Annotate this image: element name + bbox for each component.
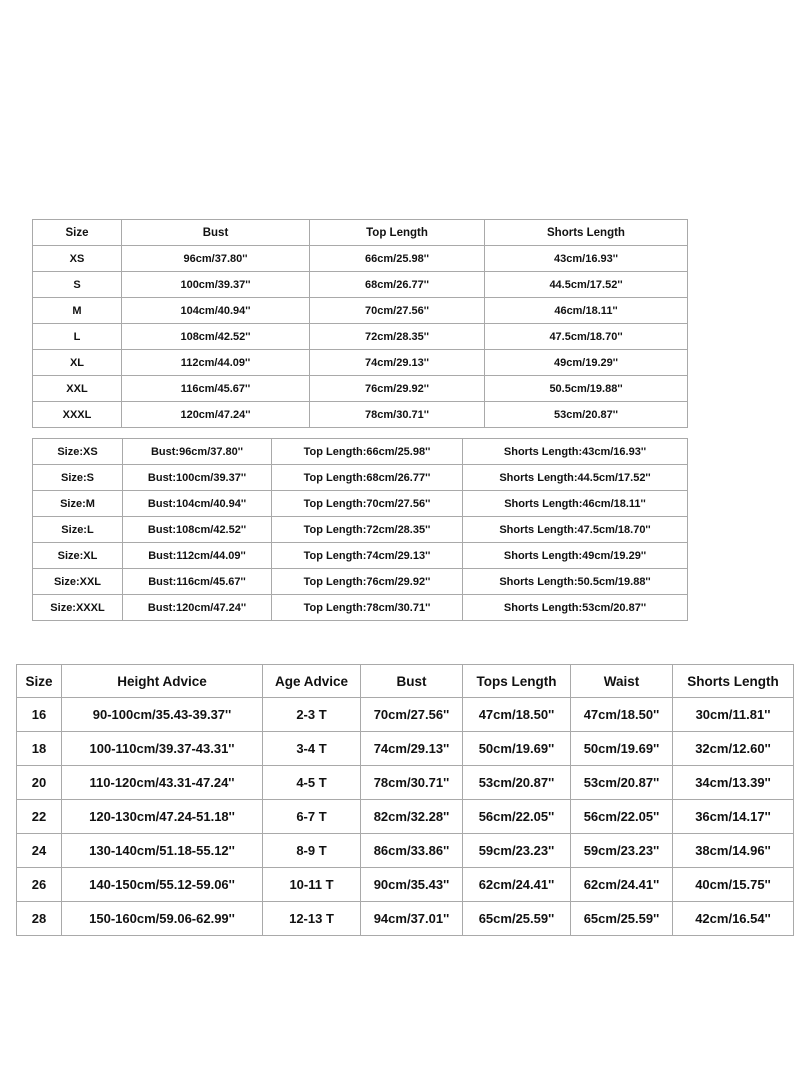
table-row	[33, 465, 688, 491]
table-cell: 28	[17, 902, 62, 936]
table-cell: 10-11 T	[263, 868, 361, 902]
table-row	[33, 324, 688, 350]
table-cell: 42cm/16.54''	[673, 902, 794, 936]
table-cell: 50cm/19.69''	[571, 732, 673, 766]
table-cell: 68cm/26.77''	[310, 272, 485, 298]
size-chart-table-2	[32, 438, 688, 621]
table-cell: 70cm/27.56''	[310, 298, 485, 324]
table-cell: 86cm/33.86''	[361, 834, 463, 868]
table-cell: Bust:108cm/42.52''	[123, 517, 272, 543]
table-cell: 8-9 T	[263, 834, 361, 868]
size-chart-table-1	[32, 219, 688, 428]
table-cell: Top Length:78cm/30.71''	[272, 595, 463, 621]
table-cell: M	[33, 298, 122, 324]
table-cell: 100cm/39.37''	[122, 272, 310, 298]
table-cell: Top Length:76cm/29.92''	[272, 569, 463, 595]
table-cell: Top Length:66cm/25.98''	[272, 439, 463, 465]
table-cell: Top Length:68cm/26.77''	[272, 465, 463, 491]
table-row	[33, 595, 688, 621]
table-cell: Size:M	[33, 491, 123, 517]
table-row	[33, 402, 688, 428]
table-cell: Shorts Length:43cm/16.93''	[463, 439, 688, 465]
table-cell: 56cm/22.05''	[571, 800, 673, 834]
table-cell: 53cm/20.87''	[485, 402, 688, 428]
table-cell: 112cm/44.09''	[122, 350, 310, 376]
table-cell: 56cm/22.05''	[463, 800, 571, 834]
table-cell: 26	[17, 868, 62, 902]
table-cell: 50.5cm/19.88''	[485, 376, 688, 402]
table-cell: 62cm/24.41''	[463, 868, 571, 902]
table-row	[33, 517, 688, 543]
table-row	[17, 834, 794, 868]
table-cell: 16	[17, 698, 62, 732]
table-cell: 47.5cm/18.70''	[485, 324, 688, 350]
table-row	[33, 350, 688, 376]
table-row	[17, 902, 794, 936]
table-cell: 20	[17, 766, 62, 800]
table-cell: 74cm/29.13''	[361, 732, 463, 766]
table-cell: 82cm/32.28''	[361, 800, 463, 834]
header-cell: Shorts Length	[485, 220, 688, 246]
table-cell: XS	[33, 246, 122, 272]
table-cell: 100-110cm/39.37-43.31''	[62, 732, 263, 766]
table-cell: 90-100cm/35.43-39.37''	[62, 698, 263, 732]
table-cell: 6-7 T	[263, 800, 361, 834]
header-cell: Bust	[361, 665, 463, 698]
table-cell: XXXL	[33, 402, 122, 428]
header-cell: Age Advice	[263, 665, 361, 698]
table-cell: L	[33, 324, 122, 350]
table-cell: XL	[33, 350, 122, 376]
table-cell: Top Length:72cm/28.35''	[272, 517, 463, 543]
header-cell: Size	[17, 665, 62, 698]
table-cell: 76cm/29.92''	[310, 376, 485, 402]
table-cell: 18	[17, 732, 62, 766]
table-cell: 66cm/25.98''	[310, 246, 485, 272]
table-cell: 24	[17, 834, 62, 868]
table-cell: 43cm/16.93''	[485, 246, 688, 272]
table-row	[33, 298, 688, 324]
header-cell: Bust	[122, 220, 310, 246]
table-cell: Shorts Length:50.5cm/19.88''	[463, 569, 688, 595]
table-row	[17, 766, 794, 800]
table-cell: Bust:116cm/45.67''	[123, 569, 272, 595]
table-cell: Shorts Length:46cm/18.11''	[463, 491, 688, 517]
table-cell: 49cm/19.29''	[485, 350, 688, 376]
table-cell: Size:XXL	[33, 569, 123, 595]
table-row	[33, 491, 688, 517]
header-cell: Waist	[571, 665, 673, 698]
table-cell: 116cm/45.67''	[122, 376, 310, 402]
header-cell: Size	[33, 220, 122, 246]
table-cell: Top Length:70cm/27.56''	[272, 491, 463, 517]
table-cell: 38cm/14.96''	[673, 834, 794, 868]
table-cell: Bust:100cm/39.37''	[123, 465, 272, 491]
table-cell: 65cm/25.59''	[571, 902, 673, 936]
header-cell: Top Length	[310, 220, 485, 246]
table-cell: 70cm/27.56''	[361, 698, 463, 732]
table-cell: Size:L	[33, 517, 123, 543]
table-cell: 130-140cm/51.18-55.12''	[62, 834, 263, 868]
header-cell: Height Advice	[62, 665, 263, 698]
table-cell: 120-130cm/47.24-51.18''	[62, 800, 263, 834]
table-cell: Size:XL	[33, 543, 123, 569]
table-cell: 150-160cm/59.06-62.99''	[62, 902, 263, 936]
table-cell: Shorts Length:47.5cm/18.70''	[463, 517, 688, 543]
table-cell: 94cm/37.01''	[361, 902, 463, 936]
table-cell: Size:S	[33, 465, 123, 491]
table-cell: 4-5 T	[263, 766, 361, 800]
table-row	[17, 698, 794, 732]
table-header-row	[17, 665, 794, 698]
table-cell: XXL	[33, 376, 122, 402]
table-cell: 47cm/18.50''	[571, 698, 673, 732]
table-cell: 34cm/13.39''	[673, 766, 794, 800]
table-cell: Size:XS	[33, 439, 123, 465]
table-cell: 110-120cm/43.31-47.24''	[62, 766, 263, 800]
table-cell: 59cm/23.23''	[571, 834, 673, 868]
table-row	[17, 800, 794, 834]
size-chart-table-3	[16, 664, 794, 936]
table-cell: 108cm/42.52''	[122, 324, 310, 350]
table-cell: Shorts Length:44.5cm/17.52''	[463, 465, 688, 491]
table-row	[17, 868, 794, 902]
header-cell: Tops Length	[463, 665, 571, 698]
table-cell: 104cm/40.94''	[122, 298, 310, 324]
table-cell: 22	[17, 800, 62, 834]
table-cell: Bust:112cm/44.09''	[123, 543, 272, 569]
table-row	[33, 543, 688, 569]
table-cell: 62cm/24.41''	[571, 868, 673, 902]
table-cell: 74cm/29.13''	[310, 350, 485, 376]
table-cell: 65cm/25.59''	[463, 902, 571, 936]
table-cell: Top Length:74cm/29.13''	[272, 543, 463, 569]
table-cell: 47cm/18.50''	[463, 698, 571, 732]
table-cell: 140-150cm/55.12-59.06''	[62, 868, 263, 902]
table-cell: 50cm/19.69''	[463, 732, 571, 766]
table-cell: 2-3 T	[263, 698, 361, 732]
table-cell: 96cm/37.80''	[122, 246, 310, 272]
table-cell: 53cm/20.87''	[571, 766, 673, 800]
table-cell: S	[33, 272, 122, 298]
table-cell: 44.5cm/17.52''	[485, 272, 688, 298]
table-cell: 3-4 T	[263, 732, 361, 766]
table-cell: 78cm/30.71''	[361, 766, 463, 800]
table-cell: Size:XXXL	[33, 595, 123, 621]
table-row	[33, 376, 688, 402]
table-row	[33, 272, 688, 298]
header-cell: Shorts Length	[673, 665, 794, 698]
table-cell: Shorts Length:49cm/19.29''	[463, 543, 688, 569]
table-cell: 46cm/18.11''	[485, 298, 688, 324]
table-cell: 78cm/30.71''	[310, 402, 485, 428]
table-row	[33, 439, 688, 465]
table-cell: Bust:104cm/40.94''	[123, 491, 272, 517]
table-row	[33, 569, 688, 595]
table-cell: 36cm/14.17''	[673, 800, 794, 834]
table-row	[33, 246, 688, 272]
table-header-row	[33, 220, 688, 246]
table-cell: 72cm/28.35''	[310, 324, 485, 350]
table-cell: 12-13 T	[263, 902, 361, 936]
table-cell: Bust:96cm/37.80''	[123, 439, 272, 465]
table-cell: 30cm/11.81''	[673, 698, 794, 732]
table-cell: 53cm/20.87''	[463, 766, 571, 800]
table-cell: 59cm/23.23''	[463, 834, 571, 868]
table-cell: 120cm/47.24''	[122, 402, 310, 428]
table-cell: Shorts Length:53cm/20.87''	[463, 595, 688, 621]
table-cell: 32cm/12.60''	[673, 732, 794, 766]
table-cell: Bust:120cm/47.24''	[123, 595, 272, 621]
table-cell: 90cm/35.43''	[361, 868, 463, 902]
table-cell: 40cm/15.75''	[673, 868, 794, 902]
table-row	[17, 732, 794, 766]
